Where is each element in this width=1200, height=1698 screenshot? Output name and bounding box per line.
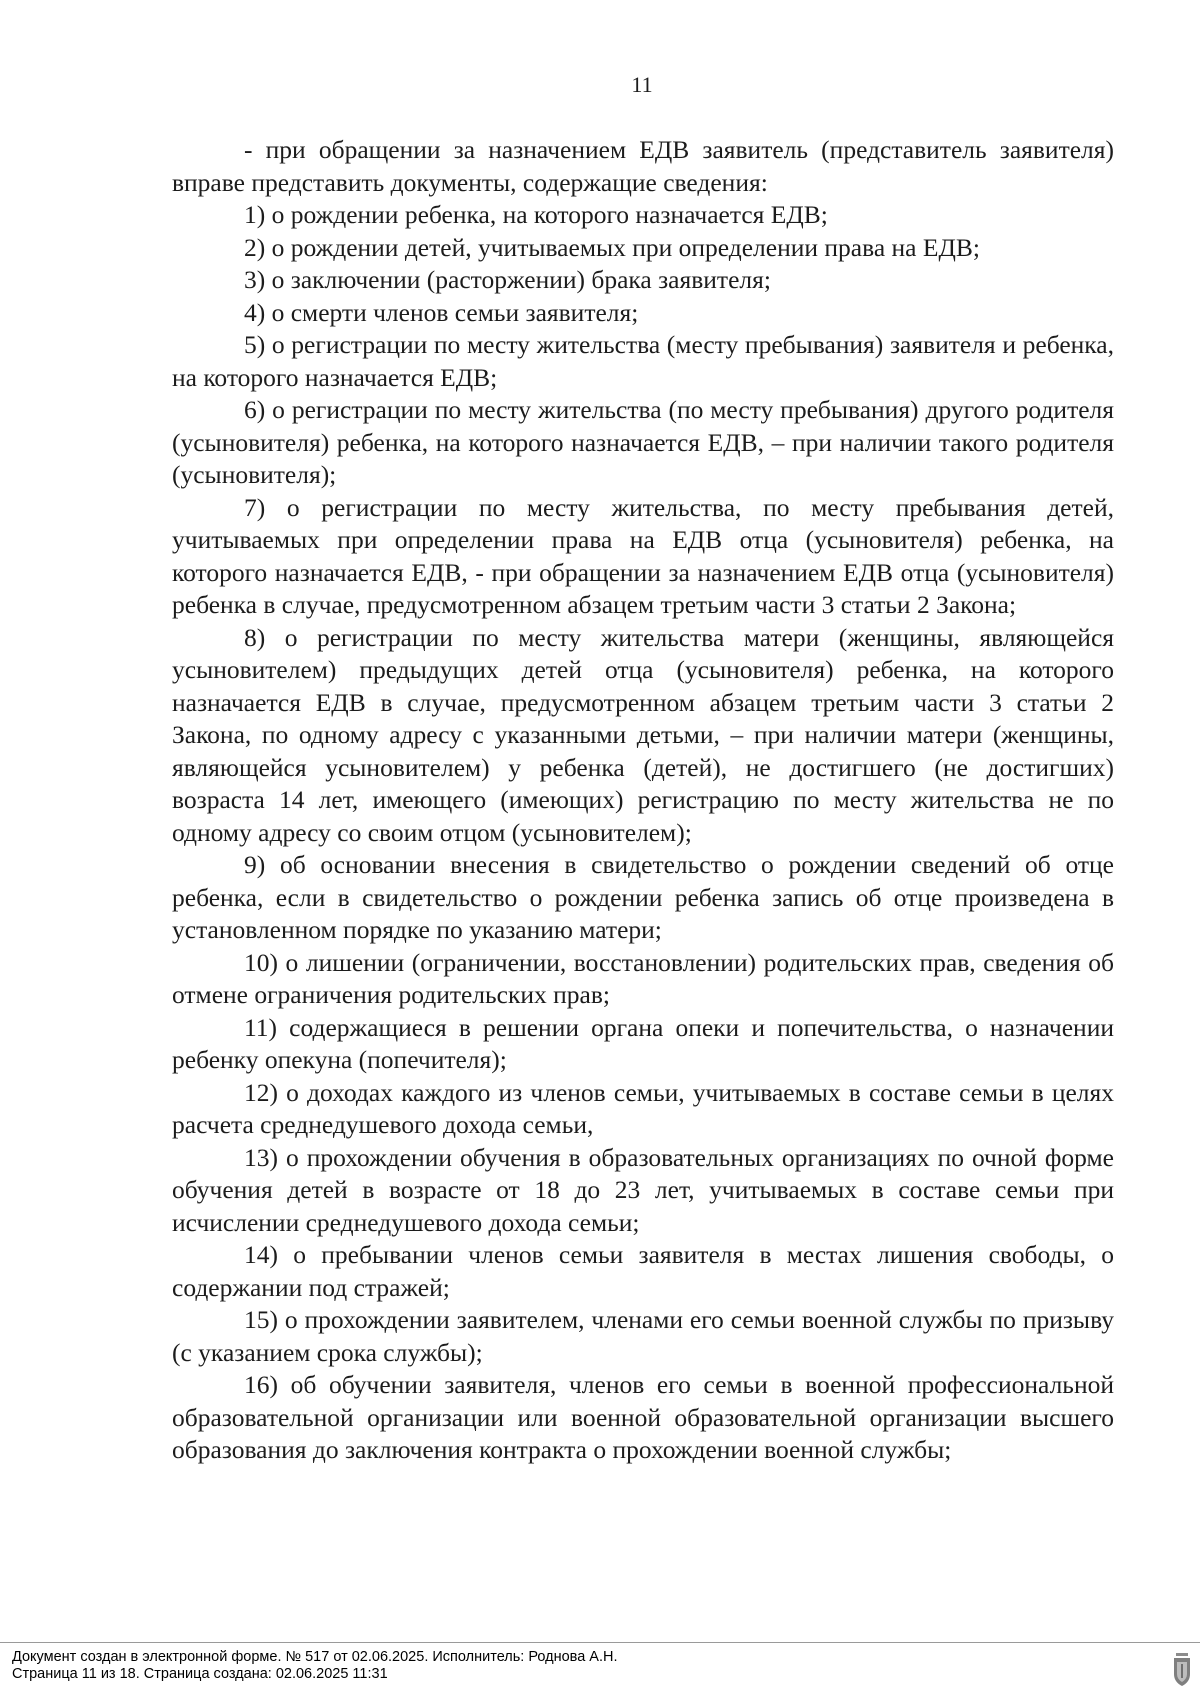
page-number: 11 <box>631 72 653 97</box>
list-item-15: 15) о прохождении заявителем, членами его семьи военной службы по призыву (с указанием срока службы); <box>172 1305 1114 1367</box>
list-item-5: 5) о регистрации по месту жительства (месту пребывания) заявителя и ребенка, на которого назначается ЕДВ; <box>172 330 1114 392</box>
document-body <box>172 134 1114 1467</box>
list-item-7: 7) о регистрации по месту жительства, по месту пребывания детей, учитываемых при определении права на ЕДВ отца (усыновителя) ребенка, на которого назначается ЕДВ, - при обращении за назначением ЕДВ отца (усыновителя) ребенка в случае, предусмотренном абзацем третьим части 3 статьи 2 Закона; <box>172 492 1114 619</box>
list-item-9: 9) об основании внесения в свидетельство о рождении сведений об отце ребенка, если в свидетельство о рождении ребенка запись об отце произведена в установленном порядке по указанию матери; <box>172 850 1114 944</box>
list-item-1: 1) о рождении ребенка, на которого назначается ЕДВ; <box>244 200 828 229</box>
intro-paragraph: - при обращении за назначением ЕДВ заявитель (представитель заявителя) вправе представить документы, содержащие сведения: <box>172 135 1114 197</box>
list-item-6: 6) о регистрации по месту жительства (по месту пребывания) другого родителя (усыновителя) ребенка, на которого назначается ЕДВ, – при наличии такого родителя (усыновителя); <box>172 395 1114 489</box>
list-item-8: 8) о регистрации по месту жительства матери (женщины, являющейся усыновителем) предыдущих детей отца (усыновителя) ребенка, на которого назначается ЕДВ в случае, предусмотренном абзацем третьим части 3 статьи 2 Закона, по одному адресу с указанными детьми, – при наличии матери (женщины, являющейся усыновителем) у ребенка (детей), не достигшего (не достигших) возраста 14 лет, имеющего (имеющих) регистрацию по месту жительства не по одному адресу со своим отцом (усыновителем); <box>172 622 1114 847</box>
list-item-14: 14) о пребывании членов семьи заявителя в местах лишения свободы, о содержании под стражей; <box>172 1240 1114 1302</box>
list-item-2: 2) о рождении детей, учитываемых при определении права на ЕДВ; <box>244 232 980 262</box>
coat-of-arms-icon <box>1172 1652 1192 1688</box>
list-item-16: 16) об обучении заявителя, членов его семьи в военной профессиональной образовательной организации или военной образовательной организации высшего образования до заключения контракта о прохождении военной службы; <box>172 1370 1114 1464</box>
footer-divider <box>0 1642 1200 1643</box>
list-item-13: 13) о прохождении обучения в образовательных организациях по очной форме обучения детей в возрасте от 18 до 23 лет, учитываемых в составе семьи при исчислении среднедушевого дохода семьи; <box>172 1142 1114 1237</box>
footer-document-info: Документ создан в электронной форме. № 517 от 02.06.2025. Исполнитель: Роднова А.Н. <box>12 1649 618 1665</box>
list-item-10: 10) о лишении (ограничении, восстановлении) родительских прав, сведения об отмене ограничения родительских прав; <box>172 947 1114 1009</box>
list-item-3: 3) о заключении (расторжении) брака заявителя; <box>244 265 771 294</box>
footer-page-info: Страница 11 из 18. Страница создана: 02.06.2025 11:31 <box>12 1666 388 1682</box>
list-item-11: 11) содержащиеся в решении органа опеки и попечительства, о назначении ребенку опекуна (попечителя); <box>172 1012 1114 1074</box>
list-item-4: 4) о смерти членов семьи заявителя; <box>244 297 639 327</box>
document-footer <box>12 1649 618 1683</box>
list-item-12: 12) о доходах каждого из членов семьи, учитываемых в составе семьи в целях расчета среднедушевого дохода семьи, <box>172 1077 1114 1139</box>
